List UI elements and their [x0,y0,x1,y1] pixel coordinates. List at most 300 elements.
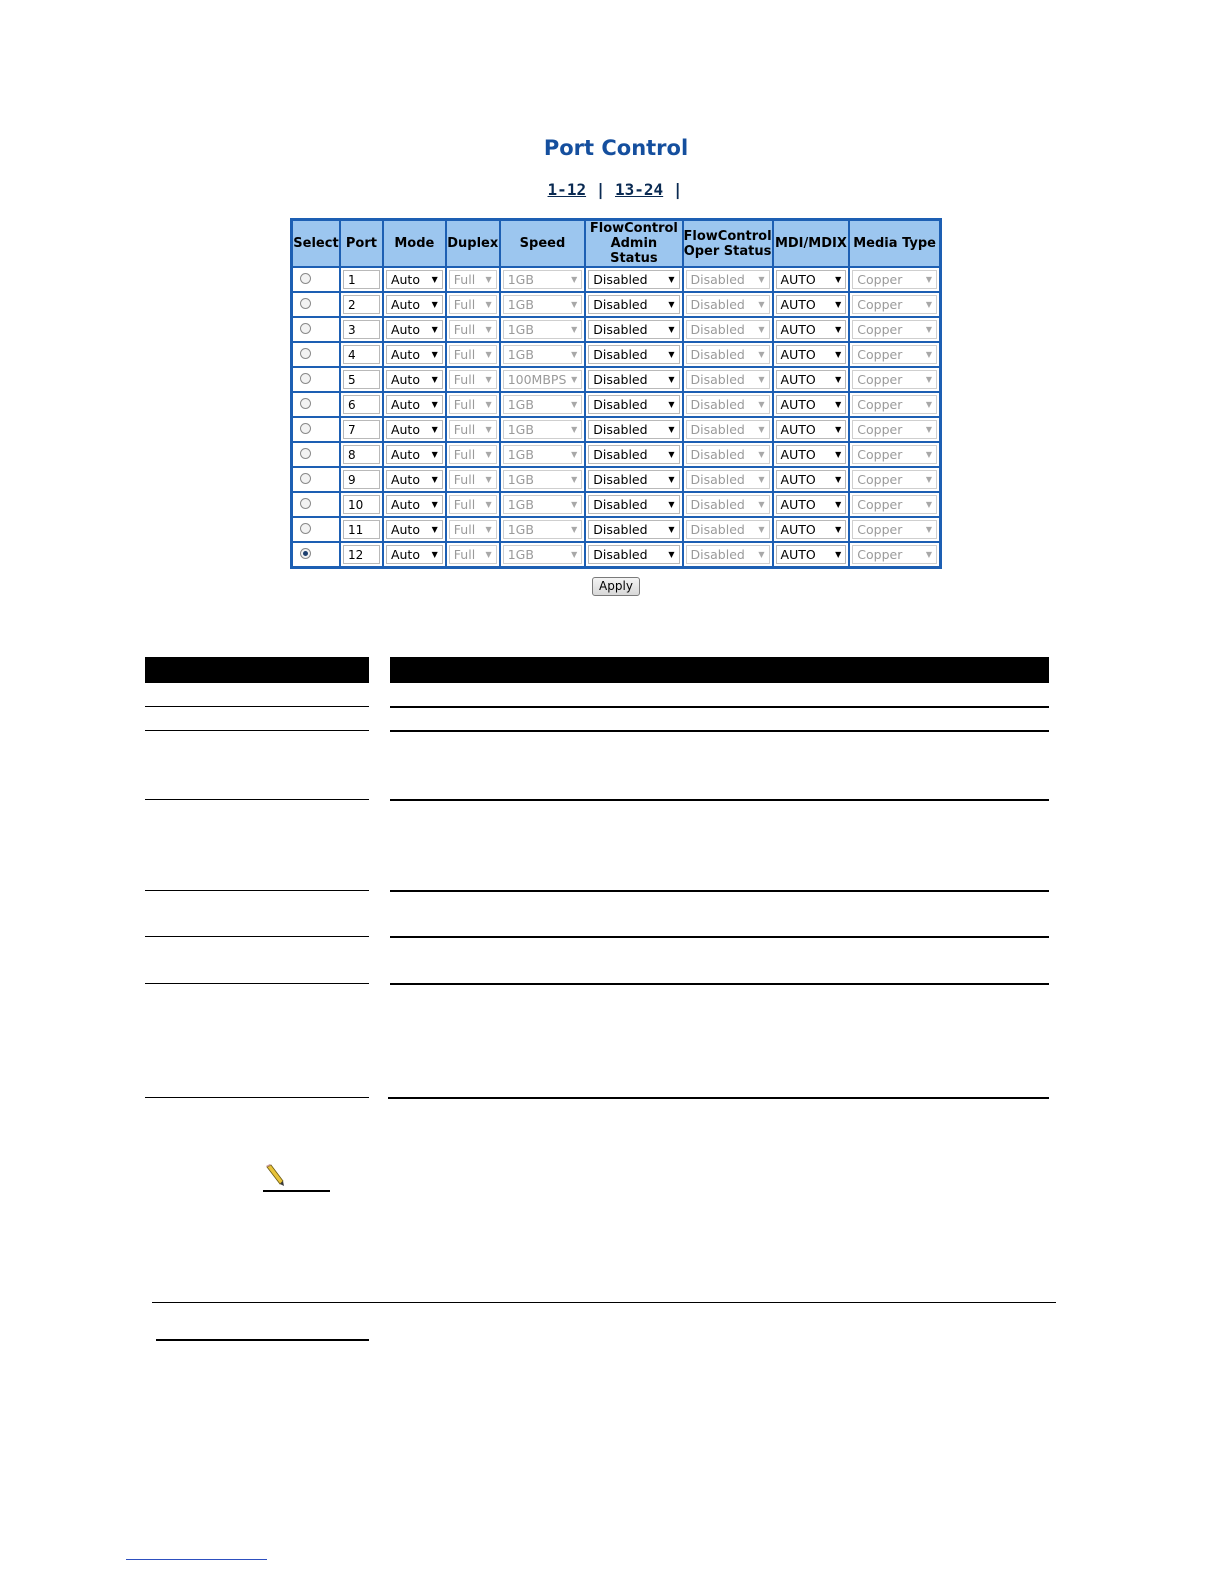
fc-oper-select [686,470,770,489]
port-number-field[interactable]: 10 [343,495,380,514]
header-select: Select [292,220,340,267]
duplex-select [449,395,497,414]
duplex-cell [446,417,500,442]
media-value: Copper [857,547,903,562]
port-cell [340,417,383,442]
media-value: Copper [857,297,903,312]
duplex-cell [446,442,500,467]
chevron-down-icon: ▼ [431,550,438,559]
fc-oper-value: Disabled [690,272,745,287]
doc-table-rule [145,936,369,937]
mode-cell [383,517,446,542]
mode-cell [383,392,446,417]
port-select-radio[interactable] [300,298,311,309]
chevron-down-icon: ▼ [485,475,492,484]
mode-value: Auto [390,422,420,437]
media-cell [849,417,940,442]
mdi-select[interactable] [776,295,847,314]
media-type-select [852,345,937,364]
media-cell [849,317,940,342]
fc-oper-select [686,445,770,464]
media-type-select [852,545,937,564]
select-cell [292,292,340,317]
fc-admin-select[interactable] [588,420,679,439]
mdi-select[interactable] [776,520,847,539]
mode-value: Auto [390,547,420,562]
mdi-cell [773,492,850,517]
speed-select [503,320,583,339]
port-select-radio[interactable] [300,273,311,284]
speed-cell [500,267,586,292]
media-value: Copper [857,372,903,387]
fc-admin-select[interactable] [588,295,679,314]
mode-select[interactable] [386,420,443,439]
doc-table-rule [145,799,369,800]
chevron-down-icon: ▼ [925,325,932,334]
chevron-down-icon: ▼ [758,275,765,284]
header-duplex: Duplex [446,220,500,267]
duplex-cell [446,317,500,342]
chevron-down-icon: ▼ [431,300,438,309]
header-fc-admin-line1: FlowControl [589,221,678,236]
doc-table-rule [145,1097,369,1098]
port-number-field[interactable]: 9 [343,470,380,489]
port-number-field[interactable]: 2 [343,295,380,314]
port-cell [340,367,383,392]
mdi-select[interactable] [776,370,847,389]
select-cell [292,542,340,567]
fc-admin-select[interactable] [588,320,679,339]
chevron-down-icon: ▼ [431,325,438,334]
media-value: Copper [857,397,903,412]
duplex-cell [446,292,500,317]
duplex-cell [446,342,500,367]
chevron-down-icon: ▼ [758,325,765,334]
mdi-select[interactable] [776,345,847,364]
speed-select [503,295,583,314]
section-divider [152,1302,1056,1303]
port-select-radio[interactable] [300,548,311,559]
mdi-select[interactable] [776,470,847,489]
header-speed: Speed [500,220,586,267]
chevron-down-icon: ▼ [668,350,675,359]
chevron-down-icon: ▼ [485,500,492,509]
chevron-down-icon: ▼ [925,525,932,534]
duplex-select [449,545,497,564]
speed-value: 1GB [507,497,534,512]
mdi-value: AUTO [780,372,816,387]
mdi-value: AUTO [780,322,816,337]
select-cell [292,442,340,467]
port-cell [340,442,383,467]
chevron-down-icon: ▼ [571,300,578,309]
mdi-select[interactable] [776,420,847,439]
chevron-down-icon: ▼ [571,475,578,484]
table-row [292,492,940,517]
port-select-radio[interactable] [300,373,311,384]
fc-admin-select[interactable] [588,395,679,414]
fc-oper-select [686,545,770,564]
select-cell [292,342,340,367]
mdi-select[interactable] [776,395,847,414]
mode-cell [383,492,446,517]
fc-admin-cell [585,317,682,342]
speed-cell [500,467,586,492]
mdi-cell [773,467,850,492]
chevron-down-icon: ▼ [431,400,438,409]
table-row [292,417,940,442]
port-number-field[interactable]: 8 [343,445,380,464]
duplex-select [449,495,497,514]
speed-cell [500,492,586,517]
fc-admin-value: Disabled [593,547,648,562]
duplex-cell [446,467,500,492]
speed-value: 1GB [507,447,534,462]
chevron-down-icon: ▼ [925,400,932,409]
page-title: Port Control [543,136,689,160]
fc-oper-value: Disabled [690,447,745,462]
fc-admin-select[interactable] [588,495,679,514]
mdi-value: AUTO [780,497,816,512]
media-cell [849,392,940,417]
media-cell [849,517,940,542]
chevron-down-icon: ▼ [571,500,578,509]
speed-value: 1GB [507,322,534,337]
fc-admin-cell [585,467,682,492]
duplex-value: Full [453,347,476,362]
fc-admin-select[interactable] [588,470,679,489]
media-type-select [852,320,937,339]
duplex-value: Full [453,547,476,562]
fc-oper-value: Disabled [690,322,745,337]
fc-admin-value: Disabled [593,497,648,512]
fc-admin-cell [585,417,682,442]
duplex-select [449,445,497,464]
duplex-value: Full [453,422,476,437]
media-cell [849,467,940,492]
chevron-down-icon: ▼ [485,300,492,309]
media-value: Copper [857,472,903,487]
port-select-radio[interactable] [300,398,311,409]
range-link-13-24[interactable]: 13-24 [615,180,664,199]
mode-cell [383,342,446,367]
fc-oper-cell [683,442,773,467]
fc-admin-cell [585,517,682,542]
doc-table-rule [390,983,1049,985]
media-type-select [852,395,937,414]
speed-value: 1GB [507,547,534,562]
mode-select[interactable] [386,295,443,314]
chevron-down-icon: ▼ [571,450,578,459]
mode-select[interactable] [386,370,443,389]
mode-select[interactable] [386,395,443,414]
fc-admin-select[interactable] [588,445,679,464]
mode-cell [383,292,446,317]
mdi-cell [773,542,850,567]
doc-table-rule [390,936,1049,938]
fc-admin-value: Disabled [593,397,648,412]
select-cell [292,317,340,342]
chevron-down-icon: ▼ [925,350,932,359]
port-number-field[interactable]: 3 [343,320,380,339]
duplex-value: Full [453,272,476,287]
chevron-down-icon: ▼ [571,275,578,284]
fc-admin-select[interactable] [588,520,679,539]
media-type-select [852,520,937,539]
chevron-down-icon: ▼ [668,550,675,559]
fc-oper-select [686,395,770,414]
port-cell [340,342,383,367]
chevron-down-icon: ▼ [485,375,492,384]
mode-select[interactable] [386,495,443,514]
mode-cell [383,267,446,292]
chevron-down-icon: ▼ [758,400,765,409]
fc-admin-cell [585,292,682,317]
mdi-cell [773,517,850,542]
media-value: Copper [857,422,903,437]
port-select-radio[interactable] [300,498,311,509]
port-select-radio[interactable] [300,323,311,334]
port-select-radio[interactable] [300,423,311,434]
mdi-cell [773,292,850,317]
fc-admin-cell [585,542,682,567]
fc-oper-cell [683,342,773,367]
speed-select [503,495,583,514]
port-cell [340,517,383,542]
mdi-select[interactable] [776,545,847,564]
fc-admin-select[interactable] [588,270,679,289]
port-number-field[interactable]: 4 [343,345,380,364]
fc-admin-value: Disabled [593,272,648,287]
speed-value: 1GB [507,472,534,487]
chevron-down-icon: ▼ [668,475,675,484]
chevron-down-icon: ▼ [668,525,675,534]
select-cell [292,367,340,392]
chevron-down-icon: ▼ [758,550,765,559]
duplex-value: Full [453,497,476,512]
speed-cell [500,292,586,317]
media-cell [849,292,940,317]
mode-select[interactable] [386,270,443,289]
chevron-down-icon: ▼ [431,500,438,509]
speed-value: 1GB [507,347,534,362]
port-number-field[interactable]: 12 [343,545,380,564]
media-cell [849,342,940,367]
chevron-down-icon: ▼ [668,425,675,434]
port-number-field[interactable]: 6 [343,395,380,414]
media-type-select [852,295,937,314]
mode-value: Auto [390,372,420,387]
port-number-field[interactable]: 1 [343,270,380,289]
chevron-down-icon: ▼ [925,500,932,509]
mdi-cell [773,342,850,367]
table-row [292,267,940,292]
chevron-down-icon: ▼ [758,350,765,359]
chevron-down-icon: ▼ [925,475,932,484]
chevron-down-icon: ▼ [835,300,842,309]
duplex-cell [446,392,500,417]
chevron-down-icon: ▼ [431,275,438,284]
fc-oper-value: Disabled [690,522,745,537]
fc-oper-cell [683,542,773,567]
fc-oper-cell [683,492,773,517]
duplex-value: Full [453,447,476,462]
mode-select[interactable] [386,545,443,564]
chevron-down-icon: ▼ [485,550,492,559]
fc-oper-value: Disabled [690,297,745,312]
mdi-value: AUTO [780,297,816,312]
duplex-select [449,320,497,339]
mode-cell [383,467,446,492]
mode-select[interactable] [386,320,443,339]
duplex-value: Full [453,372,476,387]
fc-admin-select[interactable] [588,370,679,389]
mdi-cell [773,392,850,417]
doc-table-rule [145,706,369,707]
mdi-select[interactable] [776,445,847,464]
mdi-value: AUTO [780,272,816,287]
chevron-down-icon: ▼ [431,350,438,359]
doc-table-rule [145,983,369,984]
speed-cell [500,442,586,467]
port-select-radio[interactable] [300,448,311,459]
mdi-select[interactable] [776,495,847,514]
chevron-down-icon: ▼ [485,525,492,534]
media-value: Copper [857,347,903,362]
mdi-value: AUTO [780,347,816,362]
select-cell [292,467,340,492]
chevron-down-icon: ▼ [485,325,492,334]
chevron-down-icon: ▼ [758,500,765,509]
chevron-down-icon: ▼ [668,500,675,509]
chevron-down-icon: ▼ [431,475,438,484]
section-underline [156,1339,369,1341]
doc-table-rule [390,706,1049,708]
speed-cell [500,542,586,567]
apply-button[interactable]: Apply [592,577,640,596]
port-select-radio[interactable] [300,473,311,484]
fc-oper-value: Disabled [690,422,745,437]
fc-oper-value: Disabled [690,372,745,387]
pager-separator: | [595,180,606,199]
speed-value: 1GB [507,272,534,287]
mode-value: Auto [390,472,420,487]
media-value: Copper [857,447,903,462]
media-value: Copper [857,272,903,287]
fc-admin-value: Disabled [593,422,648,437]
fc-admin-cell [585,342,682,367]
fc-oper-select [686,295,770,314]
speed-cell [500,317,586,342]
fc-admin-select[interactable] [588,345,679,364]
chevron-down-icon: ▼ [835,425,842,434]
port-cell [340,392,383,417]
speed-cell [500,367,586,392]
port-select-radio[interactable] [300,348,311,359]
chevron-down-icon: ▼ [668,375,675,384]
port-control-table [290,218,942,569]
media-cell [849,492,940,517]
mode-cell [383,367,446,392]
duplex-select [449,420,497,439]
fc-oper-cell [683,292,773,317]
table-row [292,392,940,417]
doc-table-rule [145,730,369,731]
media-cell [849,542,940,567]
media-cell [849,267,940,292]
media-type-select [852,470,937,489]
chevron-down-icon: ▼ [835,550,842,559]
fc-admin-cell [585,267,682,292]
fc-oper-select [686,320,770,339]
speed-value: 1GB [507,397,534,412]
duplex-cell [446,517,500,542]
chevron-down-icon: ▼ [925,375,932,384]
select-cell [292,267,340,292]
chevron-down-icon: ▼ [835,275,842,284]
fc-admin-value: Disabled [593,447,648,462]
chevron-down-icon: ▼ [925,450,932,459]
media-cell [849,367,940,392]
chevron-down-icon: ▼ [925,300,932,309]
mdi-select[interactable] [776,320,847,339]
fc-oper-value: Disabled [690,397,745,412]
chevron-down-icon: ▼ [758,525,765,534]
media-type-select [852,370,937,389]
mode-select[interactable] [386,445,443,464]
speed-value: 1GB [507,522,534,537]
fc-admin-value: Disabled [593,297,648,312]
select-cell [292,517,340,542]
chevron-down-icon: ▼ [571,400,578,409]
media-type-select [852,420,937,439]
chevron-down-icon: ▼ [835,450,842,459]
mode-value: Auto [390,272,420,287]
chevron-down-icon: ▼ [758,475,765,484]
fc-admin-cell [585,442,682,467]
mode-select[interactable] [386,345,443,364]
port-number-field[interactable]: 7 [343,420,380,439]
fc-oper-value: Disabled [690,547,745,562]
range-link-1-12[interactable]: 1-12 [547,180,587,199]
port-cell [340,317,383,342]
chevron-down-icon: ▼ [668,275,675,284]
speed-select [503,420,583,439]
speed-select [503,470,583,489]
speed-cell [500,392,586,417]
port-number-field[interactable]: 11 [343,520,380,539]
chevron-down-icon: ▼ [571,425,578,434]
port-select-radio[interactable] [300,523,311,534]
duplex-cell [446,492,500,517]
port-number-field[interactable]: 5 [343,370,380,389]
select-cell [292,492,340,517]
mode-cell [383,317,446,342]
media-cell [849,442,940,467]
fc-admin-select[interactable] [588,545,679,564]
table-row [292,442,940,467]
table-row [292,542,940,567]
mode-value: Auto [390,397,420,412]
fc-admin-value: Disabled [593,472,648,487]
mdi-select[interactable] [776,270,847,289]
mode-select[interactable] [386,520,443,539]
chevron-down-icon: ▼ [835,350,842,359]
fc-oper-cell [683,517,773,542]
mode-select[interactable] [386,470,443,489]
chevron-down-icon: ▼ [485,425,492,434]
mode-value: Auto [390,347,420,362]
